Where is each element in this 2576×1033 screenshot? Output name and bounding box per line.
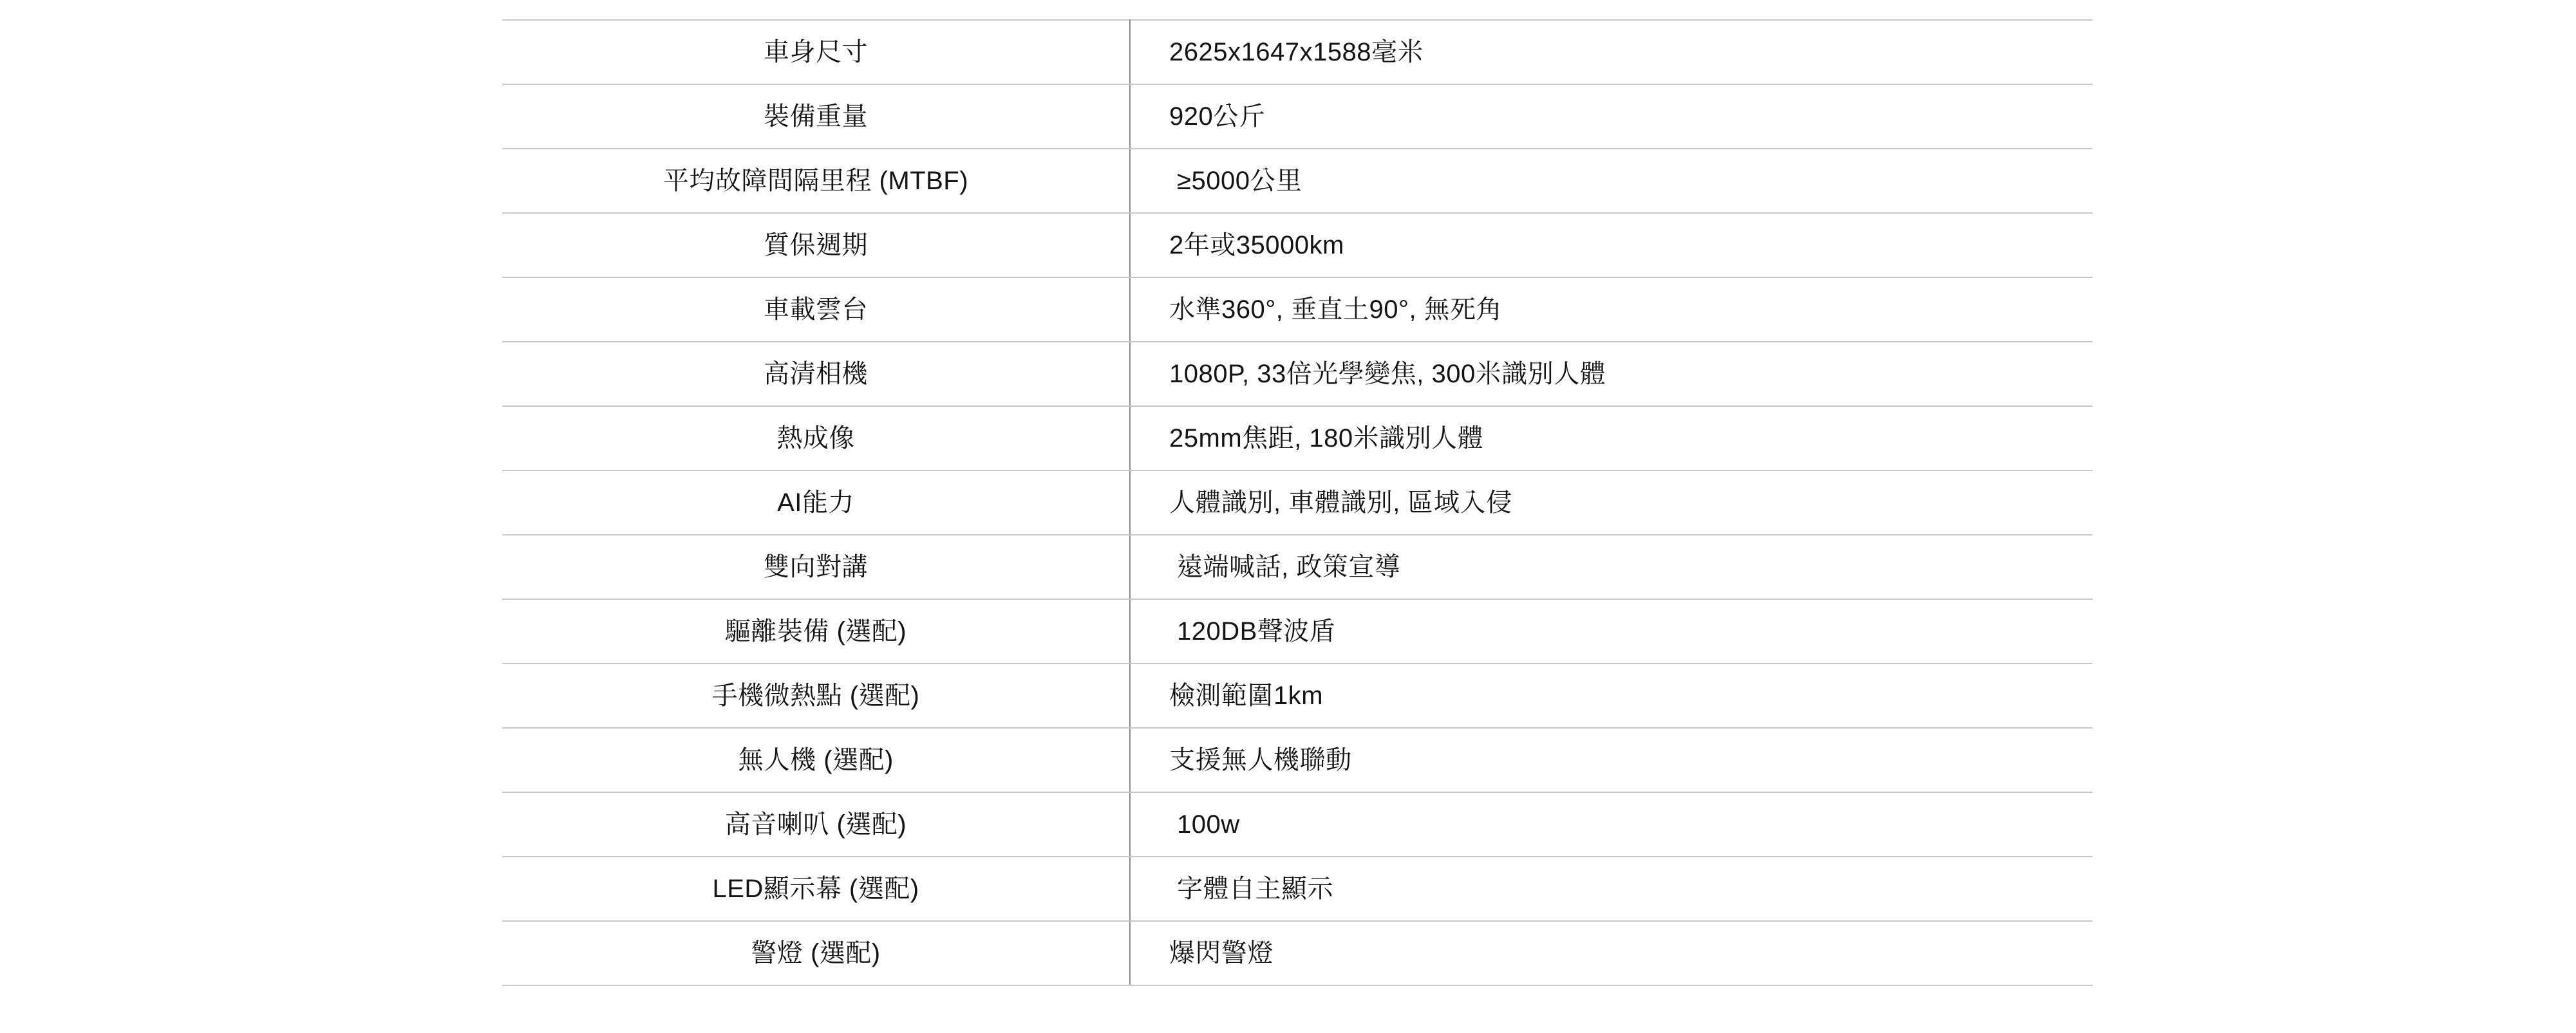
table-row xyxy=(502,20,2092,84)
table-row xyxy=(502,277,2092,342)
table-row xyxy=(502,792,2092,857)
spec-label-cell: 雙向對講 xyxy=(502,535,1130,599)
spec-value-cell: 920公斤 xyxy=(1130,84,2092,149)
spec-value-cell: 2年或35000km xyxy=(1130,213,2092,277)
table-row xyxy=(502,213,2092,277)
spec-value-cell: 人體識別, 車體識別, 區域入侵 xyxy=(1130,470,2092,535)
spec-value-cell: 水準360°, 垂直土90°, 無死角 xyxy=(1130,277,2092,342)
table-row xyxy=(502,535,2092,599)
spec-value-cell: 字體自主顯示 xyxy=(1130,857,2092,921)
spec-label-cell: 手機微熱點 (選配) xyxy=(502,664,1130,728)
table-row xyxy=(502,149,2092,213)
spec-value-cell: 爆閃警燈 xyxy=(1130,921,2092,985)
spec-value-cell: 100w xyxy=(1130,792,2092,857)
spec-value-cell: 2625x1647x1588毫米 xyxy=(1130,20,2092,84)
table-row xyxy=(502,664,2092,728)
spec-table xyxy=(502,19,2092,986)
spec-label-cell: 驅離裝備 (選配) xyxy=(502,599,1130,664)
spec-label-cell: 裝備重量 xyxy=(502,84,1130,149)
spec-value-cell: 支援無人機聯動 xyxy=(1130,728,2092,792)
table-row xyxy=(502,728,2092,792)
spec-label-cell: 警燈 (選配) xyxy=(502,921,1130,985)
table-row xyxy=(502,342,2092,406)
table-row xyxy=(502,406,2092,470)
spec-value-cell: 1080P, 33倍光學變焦, 300米識別人體 xyxy=(1130,342,2092,406)
spec-label-cell: LED顯示幕 (選配) xyxy=(502,857,1130,921)
spec-value-cell: 120DB聲波盾 xyxy=(1130,599,2092,664)
spec-value-cell: 25mm焦距, 180米識別人體 xyxy=(1130,406,2092,470)
spec-label-cell: AI能力 xyxy=(502,470,1130,535)
table-row xyxy=(502,84,2092,149)
table-row xyxy=(502,921,2092,985)
table-row xyxy=(502,470,2092,535)
spec-label-cell: 車載雲台 xyxy=(502,277,1130,342)
table-row xyxy=(502,857,2092,921)
spec-value-cell: 檢測範圍1km xyxy=(1130,664,2092,728)
spec-label-cell: 高清相機 xyxy=(502,342,1130,406)
spec-value-cell: ≥5000公里 xyxy=(1130,149,2092,213)
spec-label-cell: 高音喇叭 (選配) xyxy=(502,792,1130,857)
spec-label-cell: 無人機 (選配) xyxy=(502,728,1130,792)
spec-value-cell: 遠端喊話, 政策宣導 xyxy=(1130,535,2092,599)
spec-label-cell: 熱成像 xyxy=(502,406,1130,470)
spec-label-cell: 平均故障間隔里程 (MTBF) xyxy=(502,149,1130,213)
spec-table-container xyxy=(502,19,2092,986)
spec-label-cell: 質保週期 xyxy=(502,213,1130,277)
spec-label-cell: 車身尺寸 xyxy=(502,20,1130,84)
table-row xyxy=(502,599,2092,664)
